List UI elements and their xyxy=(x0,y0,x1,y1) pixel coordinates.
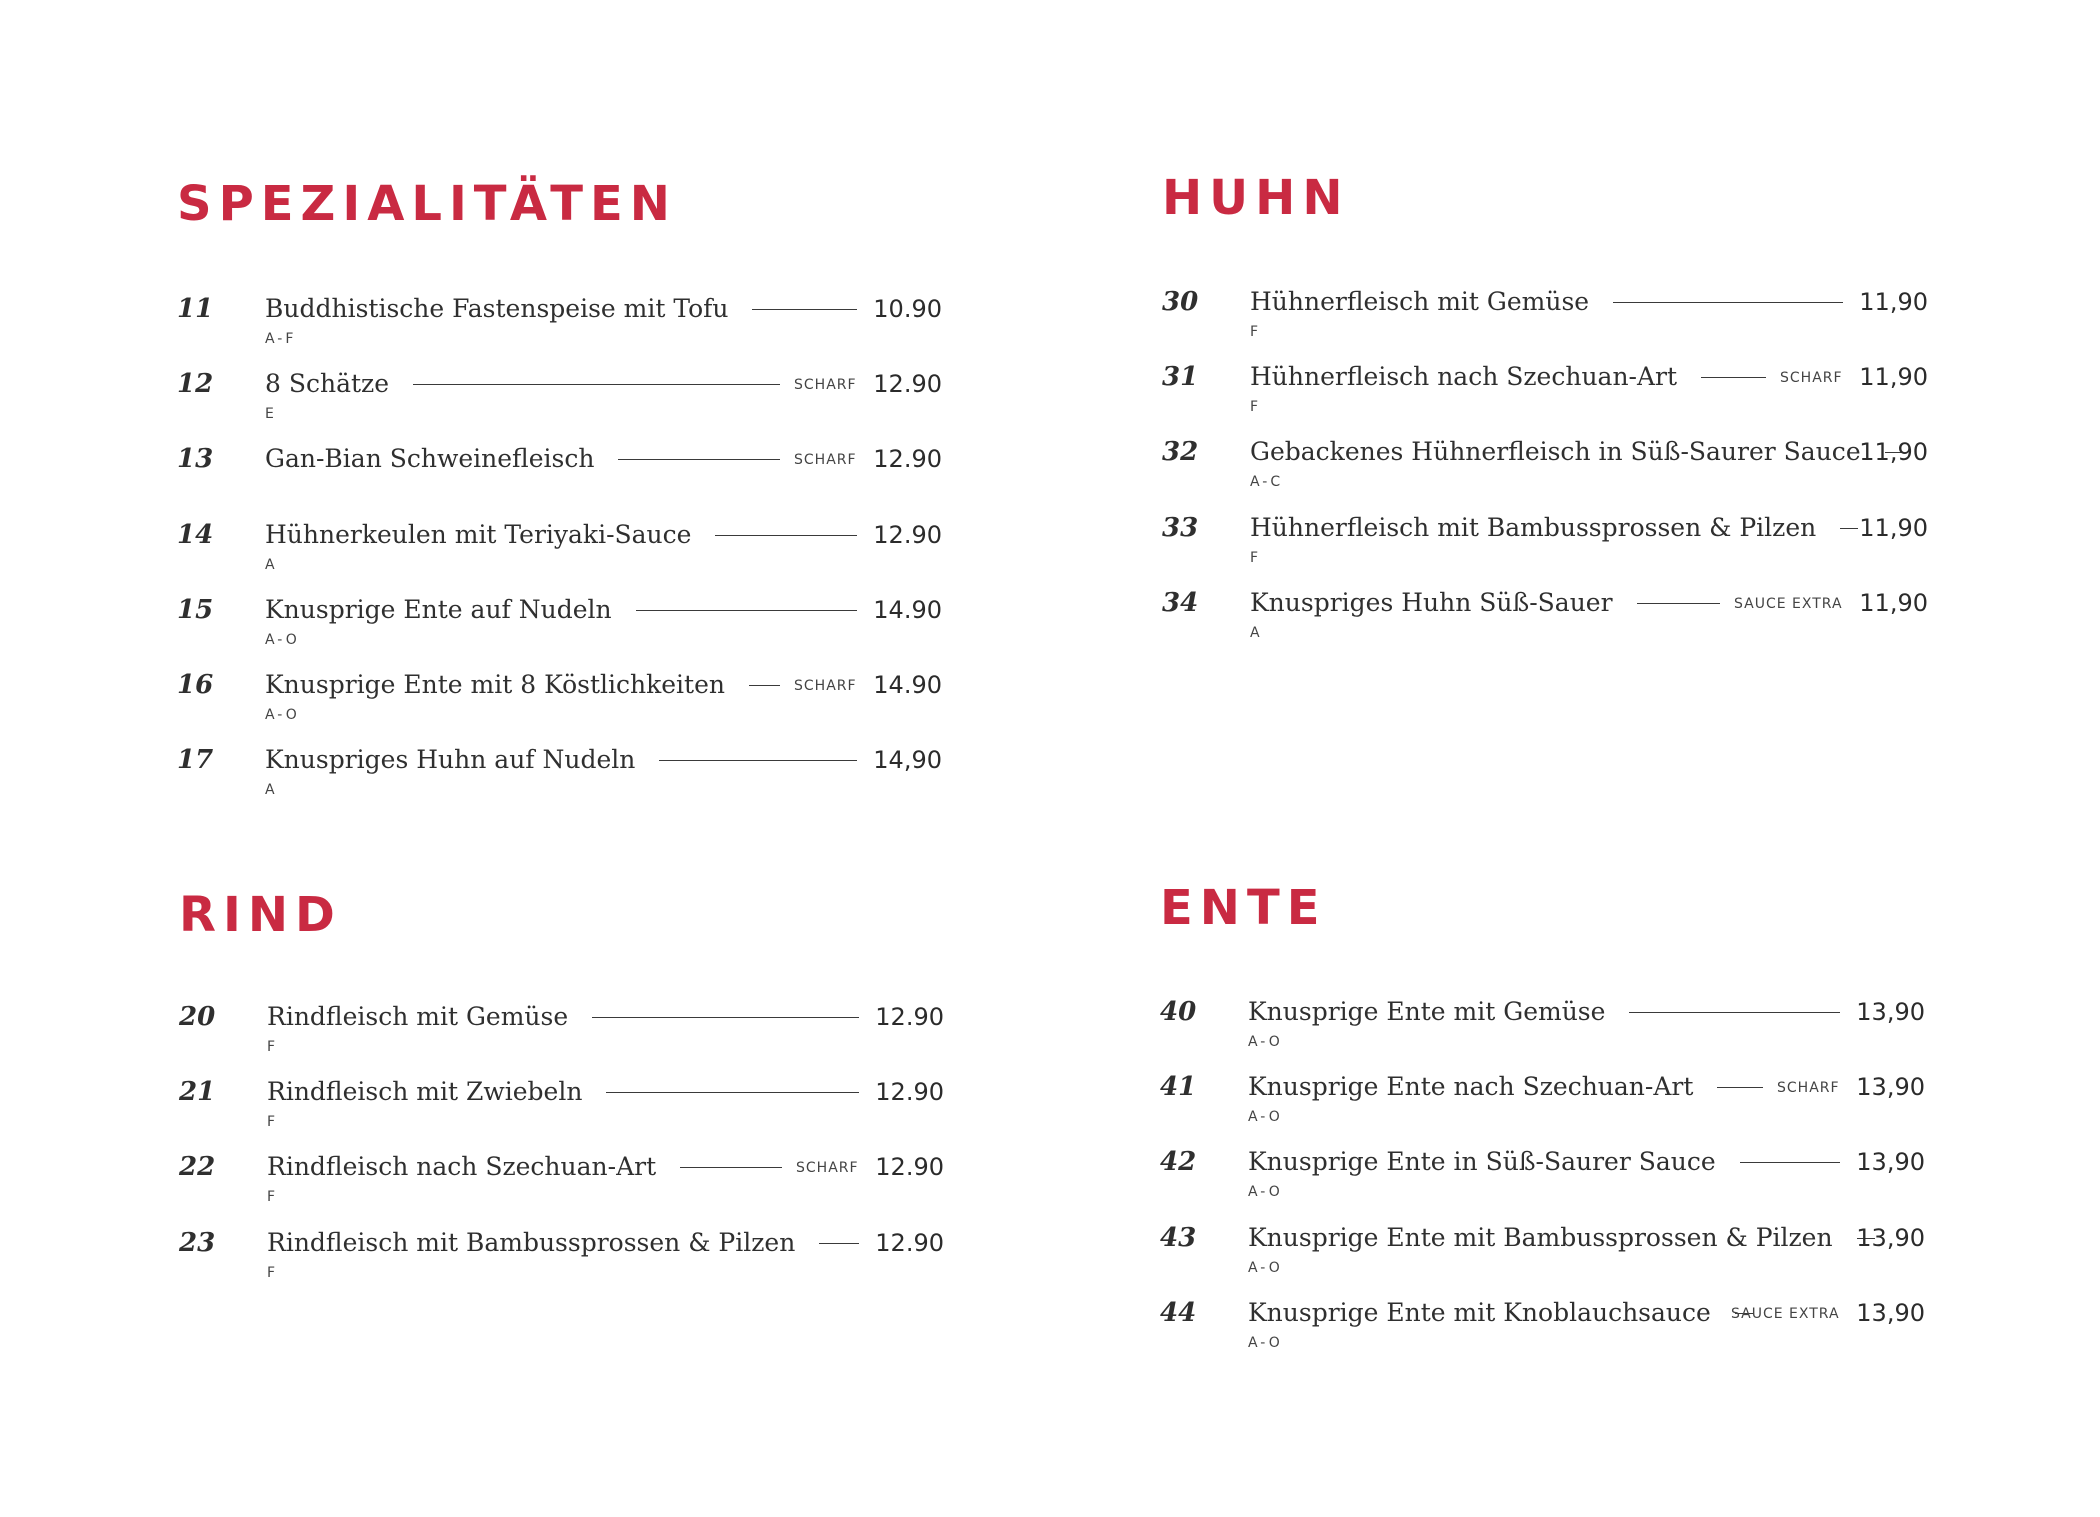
allergen-codes: F xyxy=(1250,399,1262,416)
leader-line xyxy=(592,1017,859,1018)
item-number: 16 xyxy=(177,670,214,700)
item-name: Rindfleisch mit Zwiebeln xyxy=(267,1077,583,1107)
item-name: Gan-Bian Schweinefleisch xyxy=(265,444,595,474)
item-number: 30 xyxy=(1162,287,1199,317)
item-number: 11 xyxy=(177,294,214,324)
allergen-codes: A-F xyxy=(265,331,297,347)
item-number: 34 xyxy=(1162,587,1199,618)
item-price: 13,90 xyxy=(1856,1298,1925,1327)
item-number: 32 xyxy=(1162,437,1199,468)
leader-line xyxy=(715,535,857,536)
leader-line xyxy=(1629,1012,1840,1013)
leader-line xyxy=(680,1167,782,1168)
item-price: 11,90 xyxy=(1859,438,1928,467)
allergen-codes: A xyxy=(1250,624,1263,641)
menu-item xyxy=(1160,1071,1925,1131)
item-note: SCHARF xyxy=(794,377,857,394)
menu-item xyxy=(177,443,942,503)
item-name: Rindfleisch nach Szechuan-Art xyxy=(267,1152,657,1182)
leader-line xyxy=(752,309,857,310)
menu-item xyxy=(177,368,942,428)
item-note: SCHARF xyxy=(796,1160,859,1177)
item-price: 13,90 xyxy=(1856,1148,1925,1177)
allergen-codes: A-O xyxy=(265,707,300,723)
allergen-codes: F xyxy=(267,1114,279,1131)
item-price: 13,90 xyxy=(1856,998,1925,1026)
item-price: 11,90 xyxy=(1859,513,1928,542)
item-note: SCHARF xyxy=(1780,370,1843,387)
allergen-codes: F xyxy=(1250,324,1262,340)
section-title: HUHN xyxy=(1162,170,1350,226)
leader-line xyxy=(1717,1087,1763,1088)
item-price: 14.90 xyxy=(873,595,942,624)
menu-item xyxy=(1162,436,1928,496)
item-name: Knusprige Ente nach Szechuan-Art xyxy=(1248,1072,1694,1102)
item-price: 11,90 xyxy=(1859,288,1928,316)
menu-item xyxy=(179,1076,944,1136)
menu-item xyxy=(177,669,942,729)
item-price: 11,90 xyxy=(1859,588,1928,617)
section-huhn xyxy=(1162,170,1928,674)
item-number: 33 xyxy=(1162,512,1199,543)
item-number: 15 xyxy=(177,594,214,625)
item-name: Gebackenes Hühnerfleisch in Süß-Saurer Sauce xyxy=(1250,437,1861,467)
menu-item xyxy=(1160,1222,1925,1282)
leader-line xyxy=(606,1092,859,1093)
item-price: 12.90 xyxy=(875,1003,944,1031)
menu-item xyxy=(179,1151,944,1211)
item-price: 12.90 xyxy=(875,1228,944,1257)
item-price: 12.90 xyxy=(873,520,942,549)
menu-item xyxy=(177,519,942,579)
section-title: RIND xyxy=(179,887,342,943)
menu-item xyxy=(177,293,942,353)
item-price: 13,90 xyxy=(1856,1223,1925,1252)
allergen-codes: A-O xyxy=(1248,1259,1283,1276)
leader-line xyxy=(1637,603,1720,604)
item-price: 13,90 xyxy=(1856,1073,1925,1102)
item-note: SCHARF xyxy=(794,678,857,694)
item-price: 12.90 xyxy=(875,1153,944,1182)
item-name: Rindfleisch mit Gemüse xyxy=(267,1002,569,1031)
item-price: 12.90 xyxy=(875,1078,944,1107)
item-number: 41 xyxy=(1160,1072,1197,1103)
allergen-codes: A xyxy=(265,556,278,573)
allergen-codes: F xyxy=(267,1264,279,1281)
item-note: SAUCE EXTRA xyxy=(1734,595,1843,612)
item-name: Hühnerfleisch mit Gemüse xyxy=(1250,287,1590,316)
menu-item xyxy=(1160,1297,1925,1357)
item-number: 42 xyxy=(1160,1147,1197,1178)
item-price: 10.90 xyxy=(873,295,942,323)
item-name: Knuspriges Huhn auf Nudeln xyxy=(265,745,636,775)
leader-line xyxy=(659,760,857,761)
menu-item xyxy=(1160,1146,1925,1206)
allergen-codes: F xyxy=(267,1189,279,1206)
allergen-codes: A-O xyxy=(1248,1109,1283,1126)
item-price: 11,90 xyxy=(1859,363,1928,392)
allergen-codes: A-C xyxy=(1250,474,1284,491)
allergen-codes: F xyxy=(1250,549,1262,566)
item-name: Knuspriges Huhn Süß-Sauer xyxy=(1250,587,1613,617)
leader-line xyxy=(618,459,780,460)
item-price: 14,90 xyxy=(873,746,942,775)
leader-line xyxy=(1840,528,1858,529)
allergen-codes: A-O xyxy=(1248,1034,1283,1050)
menu-item xyxy=(1162,512,1928,572)
item-name: Knusprige Ente auf Nudeln xyxy=(265,594,612,624)
item-note: SCHARF xyxy=(1777,1080,1840,1097)
menu-item xyxy=(1160,996,1925,1056)
item-number: 44 xyxy=(1160,1297,1197,1328)
allergen-codes: F xyxy=(267,1039,279,1055)
menu-item xyxy=(177,744,942,804)
menu-item xyxy=(179,1001,944,1061)
item-name: Hühnerfleisch mit Bambussprossen & Pilzen xyxy=(1250,512,1817,542)
allergen-codes: E xyxy=(265,406,277,423)
item-name: Hühnerfleisch nach Szechuan-Art xyxy=(1250,362,1678,392)
leader-line xyxy=(749,685,780,686)
item-name: Knusprige Ente mit Knoblauchsauce xyxy=(1248,1297,1711,1327)
section-rind xyxy=(179,887,944,1311)
item-name: Knusprige Ente in Süß-Saurer Sauce xyxy=(1248,1147,1716,1177)
allergen-codes: A-O xyxy=(265,631,300,648)
item-price: 12.90 xyxy=(873,370,942,399)
allergen-codes: A xyxy=(265,782,278,799)
item-number: 21 xyxy=(179,1077,216,1108)
allergen-codes: A-O xyxy=(1248,1184,1283,1201)
menu-item xyxy=(1162,286,1928,346)
menu-item xyxy=(177,594,942,654)
item-name: Knusprige Ente mit Bambussprossen & Pilzen xyxy=(1248,1222,1833,1252)
allergen-codes: A-O xyxy=(1248,1334,1283,1351)
item-number: 17 xyxy=(177,745,214,776)
item-number: 13 xyxy=(177,444,214,475)
item-name: Knusprige Ente mit Gemüse xyxy=(1248,997,1606,1026)
item-note: SAUCE EXTRA xyxy=(1731,1305,1840,1322)
item-name: 8 Schätze xyxy=(265,369,389,399)
item-number: 22 xyxy=(179,1152,216,1183)
item-name: Rindfleisch mit Bambussprossen & Pilzen xyxy=(267,1227,796,1257)
menu-item xyxy=(179,1227,944,1287)
item-number: 43 xyxy=(1160,1222,1197,1253)
leader-line xyxy=(636,610,857,611)
item-price: 14.90 xyxy=(873,671,942,699)
section-title: ENTE xyxy=(1160,880,1327,936)
leader-line xyxy=(1701,377,1766,378)
leader-line xyxy=(1740,1162,1840,1163)
section-ente xyxy=(1160,880,1925,1384)
item-number: 14 xyxy=(177,519,214,550)
leader-line xyxy=(413,384,780,385)
item-number: 31 xyxy=(1162,362,1199,393)
section-title: SPEZIALITÄTEN xyxy=(177,176,677,232)
item-number: 12 xyxy=(177,369,214,400)
item-name: Knusprige Ente mit 8 Köstlichkeiten xyxy=(265,670,725,699)
leader-line xyxy=(819,1243,859,1244)
item-name: Buddhistische Fastenspeise mit Tofu xyxy=(265,294,729,323)
item-note: SCHARF xyxy=(794,452,857,469)
item-number: 40 xyxy=(1160,997,1197,1027)
item-number: 20 xyxy=(179,1002,216,1032)
section-spezialitaeten xyxy=(177,176,942,820)
item-name: Hühnerkeulen mit Teriyaki-Sauce xyxy=(265,519,692,549)
menu-item xyxy=(1162,587,1928,647)
item-price: 12.90 xyxy=(873,445,942,474)
leader-line xyxy=(1613,302,1843,303)
menu-item xyxy=(1162,361,1928,421)
item-number: 23 xyxy=(179,1227,216,1258)
